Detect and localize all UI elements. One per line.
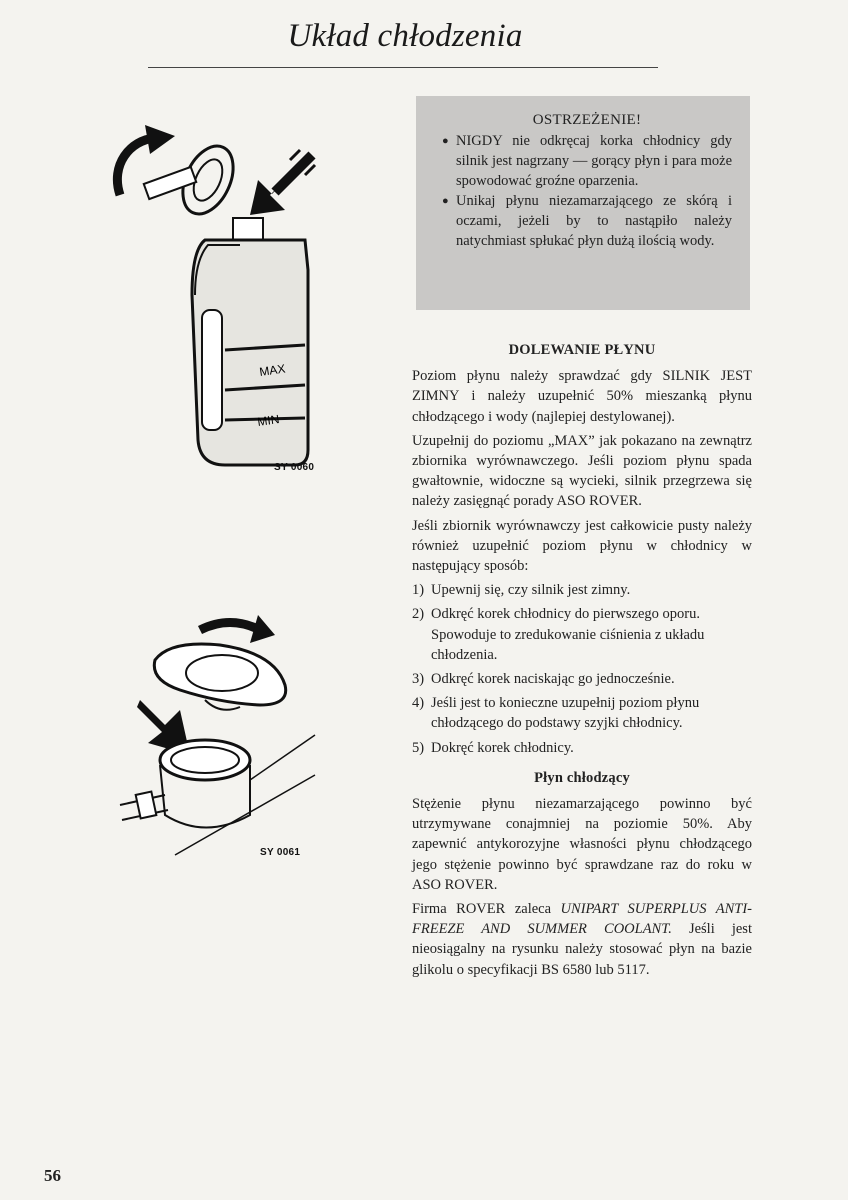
list-item — [412, 693, 752, 733]
radiator-cap-figure — [110, 605, 330, 865]
product-name: UNIPART SUPERPLUS ANTI-FREEZE AND SUMMER COOLANT. — [412, 901, 752, 938]
paragraph: Poziom płynu należy sprawdzać gdy SILNIK JEST ZIMNY i należy uzupełnić 50% mieszanką płynu chłodzącego i wody (najlepiej destylowanej). — [412, 368, 752, 425]
step-text: Upewnij się, czy silnik jest zimny. — [431, 582, 631, 599]
max-label: MAX — [258, 361, 287, 379]
step-number: 5) — [412, 739, 425, 756]
text-column — [412, 340, 752, 984]
cap-icon — [154, 644, 285, 705]
figure-code: SY 0061 — [260, 847, 301, 858]
warning-box — [416, 96, 750, 310]
expansion-tank-illustration — [100, 120, 340, 480]
paragraph: Uzupełnij do poziomu „MAX” jak pokazano na zewnątrz zbiornika wyrównawczego. Jeśli poziom płynu spada gwałtownie, widoczne są wycieki, silnik przegrzewa się należy zasięgnąć porady ASO ROVER. — [412, 432, 752, 510]
section-heading-coolant: Płyn chłodzący — [534, 769, 630, 786]
warning-heading: OSTRZEŻENIE! — [532, 112, 642, 128]
step-text: Odkręć korek chłodnicy do pierwszego oporu. Spowoduje to zredukowanie ciśnienia z układu chłodzenia. — [431, 606, 705, 663]
list-item — [412, 669, 752, 689]
text-run: Firma ROVER zaleca — [412, 901, 561, 918]
page-title: Układ chłodzenia — [287, 18, 523, 54]
warning-item: ● Unikaj płynu niezamarzającego ze skórą i oczami, jeżeli by to nastąpiło należy natychmiast spłukać płyn dużą ilością wody. — [442, 191, 732, 251]
title-rule — [148, 67, 658, 68]
warning-list — [442, 131, 732, 251]
expansion-tank-figure — [100, 120, 340, 480]
steps-list — [412, 580, 752, 758]
section-heading-topping-up: DOLEWANIE PŁYNU — [508, 342, 656, 358]
paragraph — [412, 899, 752, 980]
paragraph: Stężenie płynu niezamarzającego powinno być utrzymywane conajmniej na poziomie 50%. Aby zapewnić antykorozyjne własności płynu chłodzącego jego stężenie powinno być sprawdzane raz do roku w ASO ROVER. — [412, 796, 752, 893]
step-text: Dokręć korek chłodnicy. — [431, 739, 574, 756]
min-label: MIN — [256, 412, 281, 429]
step-number: 4) — [412, 695, 425, 712]
text-run: Jeśli jest nieosiągalny na rysunku należy stosować płyn na bazie glikolu o specyfikacji BS 6580 lub 5117. — [412, 921, 752, 978]
paragraph: Jeśli zbiornik wyrównawczy jest całkowicie pusty należy również uzupełnić poziom płynu w chłodnicy w następujący sposób: — [412, 517, 752, 575]
list-item — [412, 604, 752, 665]
warning-item: ● NIGDY nie odkręcaj korka chłodnicy gdy silnik jest nagrzany — gorący płyn i para może spowodować groźne oparzenia. — [442, 131, 732, 191]
radiator-cap-illustration — [110, 605, 330, 865]
figure-code: SY 0060 — [274, 462, 315, 473]
step-number: 2) — [412, 606, 425, 623]
step-text: Jeśli jest to konieczne uzupełnij poziom płynu chłodzącego do podstawy szyjki chłodnicy. — [431, 695, 700, 732]
step-text: Odkręć korek naciskając go jednocześnie. — [431, 671, 675, 688]
step-number: 1) — [412, 582, 425, 599]
step-number: 3) — [412, 671, 425, 688]
page-number: 56 — [44, 1166, 61, 1185]
list-item — [412, 738, 752, 758]
rotate-arrow-icon — [200, 623, 260, 631]
list-item — [412, 580, 752, 600]
